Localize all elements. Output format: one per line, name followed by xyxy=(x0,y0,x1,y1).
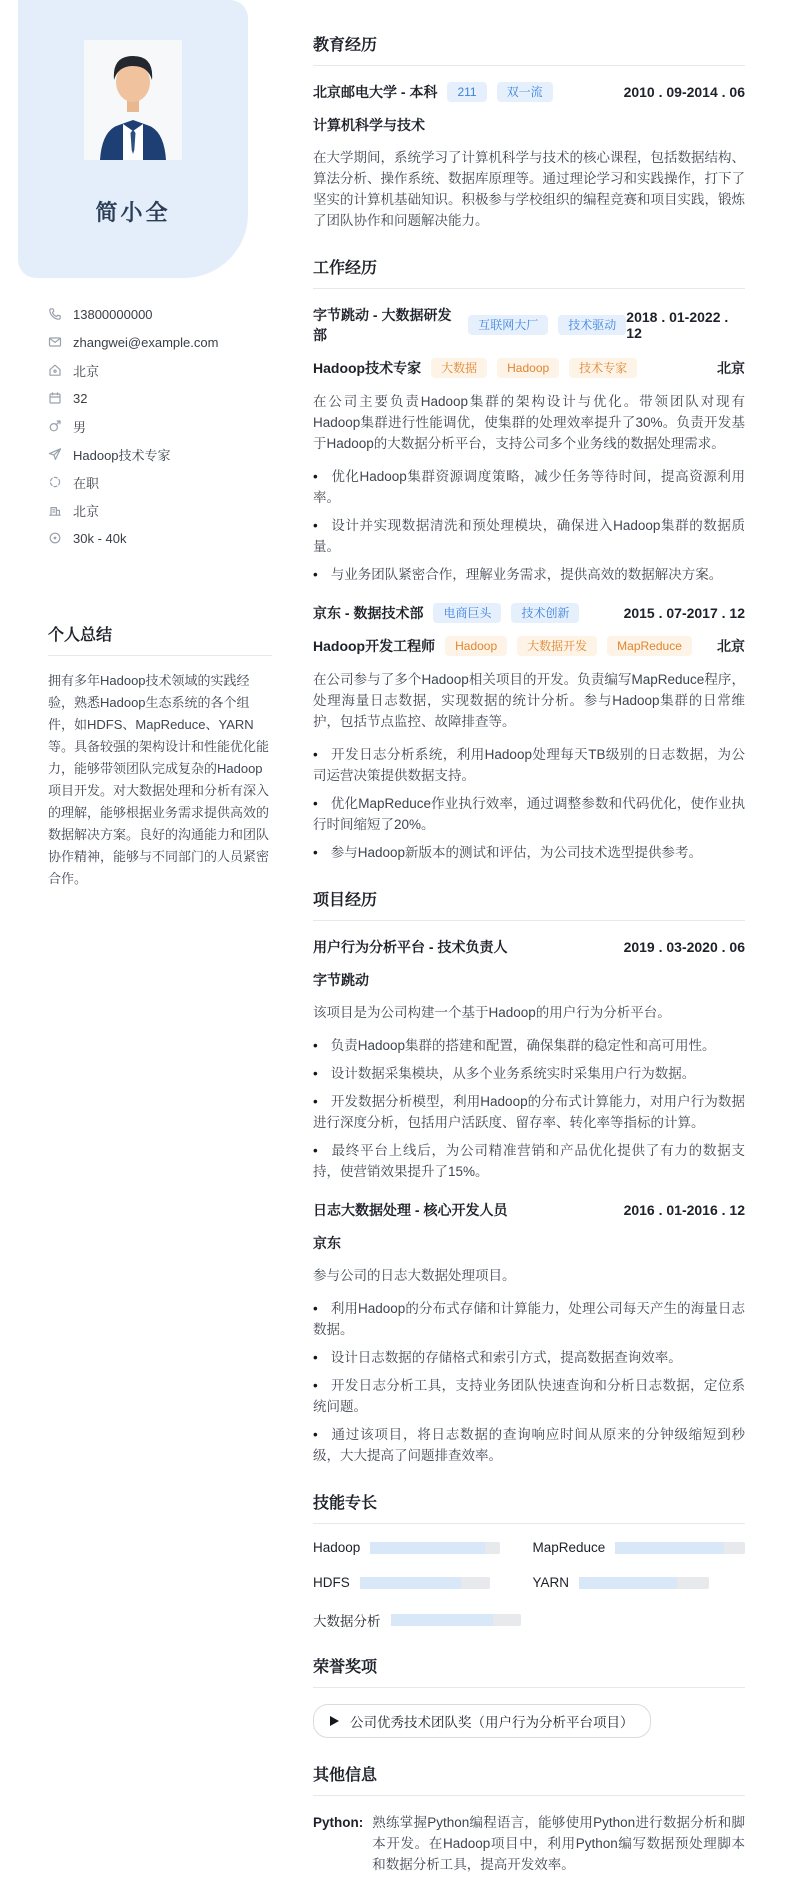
salary-icon xyxy=(48,531,62,545)
project-bullet: • 利用Hadoop的分布式存储和计算能力，处理公司每天产生的海量日志数据。 xyxy=(313,1298,745,1340)
skills-section xyxy=(313,1490,745,1630)
job-description: 在公司参与了多个Hadoop相关项目的开发。负责编写MapReduce程序，处理海量日志数据，实现数据的统计分析。参与Hadoop集群的日常维护，包括节点监控、故障排查等。 xyxy=(313,672,745,729)
job-title: Hadoop开发工程师 xyxy=(313,638,436,654)
city-icon xyxy=(48,503,62,517)
education-date: 2010 . 09-2014 . 06 xyxy=(623,84,745,100)
project-bullet-list xyxy=(313,1035,745,1182)
skill-bar-fill xyxy=(391,1614,494,1626)
job-company: 字节跳动 - 大数据研发部 xyxy=(313,307,452,343)
company-badge: 电商巨头 xyxy=(433,603,501,623)
job-title: Hadoop技术专家 xyxy=(313,360,422,376)
contact-item-status xyxy=(48,468,278,496)
summary-title: 个人总结 xyxy=(48,622,272,656)
contact-value-phone: 13800000000 xyxy=(73,306,153,322)
project-title-row xyxy=(313,1200,745,1220)
contact-value-location: 北京 xyxy=(73,363,100,379)
job-date: 2018 . 01-2022 . 12 xyxy=(626,309,729,341)
projects-heading: 项目经历 xyxy=(313,887,745,921)
job-skill-badge: 大数据 xyxy=(431,358,487,378)
skill-bar-fill xyxy=(360,1577,461,1589)
contact-value-gender: 男 xyxy=(73,419,87,435)
job-entry xyxy=(313,603,745,863)
education-header-row xyxy=(313,82,745,102)
project-date: 2019 . 03-2020 . 06 xyxy=(623,939,745,955)
honors-section xyxy=(313,1654,745,1738)
job-skill-badge: 大数据开发 xyxy=(517,636,597,656)
job-bullet: • 参与Hadoop新版本的测试和评估，为公司技术选型提供参考。 xyxy=(313,842,745,863)
school-name: 北京邮电大学 - 本科 xyxy=(313,84,438,100)
skill-bar-fill xyxy=(615,1542,724,1554)
contact-item-salary xyxy=(48,524,278,552)
status-icon xyxy=(48,475,62,489)
contact-value-salary: 30k - 40k xyxy=(73,530,127,546)
job-company: 京东 - 数据技术部 xyxy=(313,605,424,621)
intention-icon xyxy=(48,447,62,461)
skill-item xyxy=(313,1540,521,1555)
skill-bar xyxy=(391,1614,521,1626)
project-bullet: • 开发日志分析工具，支持业务团队快速查询和分析日志数据，定位系统问题。 xyxy=(313,1375,745,1417)
project-bullet: • 最终平台上线后，为公司精准营销和产品优化提供了有力的数据支持，使营销效果提升了15%。 xyxy=(313,1140,745,1182)
contact-list xyxy=(48,300,278,552)
project-title-row xyxy=(313,937,745,957)
summary-section xyxy=(48,622,272,890)
skill-item xyxy=(313,1610,521,1630)
company-badge: 互联网大厂 xyxy=(468,315,548,335)
skill-label: HDFS xyxy=(313,1575,350,1590)
honor-text: 公司优秀技术团队奖（用户行为分析平台项目） xyxy=(350,1715,634,1730)
other-text: 熟练掌握Python编程语言，能够使用Python进行数据分析和脚本开发。在Hadoop项目中，利用Python编写数据预处理脚本和数据分析工具，提高开发效率。 xyxy=(372,1815,745,1872)
candidate-name: 简小全 xyxy=(95,200,171,225)
job-company-row xyxy=(313,305,745,345)
job-bullet: • 优化MapReduce作业执行效率，通过调整参数和代码优化，使作业执行时间缩短了20%。 xyxy=(313,793,745,835)
honor-item[interactable] xyxy=(313,1704,651,1738)
project-date: 2016 . 01-2016 . 12 xyxy=(623,1202,745,1218)
job-bullet: • 与业务团队紧密合作，理解业务需求，提供高效的数据解决方案。 xyxy=(313,564,745,585)
job-bullet: • 优化Hadoop集群资源调度策略，减少任务等待时间，提高资源利用率。 xyxy=(313,466,745,508)
work-section xyxy=(313,255,745,863)
contact-item-email xyxy=(48,328,278,356)
summary-text: 拥有多年Hadoop技术领域的实践经验，熟悉Hadoop生态系统的各个组件，如HDFS、MapReduce、YARN等。具备较强的架构设计和性能优化能力，能够带领团队完成复杂的Hadoop项目开发。对大数据处理和分析有深入的理解，能够根据业务需求提供高效的数据解决方案。良好的沟通能力和团队协作精神，能够与不同部门的人员紧密合作。 xyxy=(48,673,270,886)
skill-label: 大数据分析 xyxy=(313,1614,381,1629)
project-description: 该项目是为公司构建一个基于Hadoop的用户行为分析平台。 xyxy=(313,1005,671,1020)
project-bullet: • 设计日志数据的存储格式和索引方式，提高数据查询效率。 xyxy=(313,1347,745,1368)
profile-card xyxy=(18,0,248,278)
other-section xyxy=(313,1762,745,1875)
other-label: Python: xyxy=(313,1815,364,1830)
job-skill-badge: Hadoop xyxy=(445,636,507,656)
job-title-row xyxy=(313,358,745,378)
avatar-illustration xyxy=(84,40,182,160)
job-skill-badge: MapReduce xyxy=(607,636,692,656)
other-heading: 其他信息 xyxy=(313,1762,745,1796)
education-section xyxy=(313,32,745,231)
job-location: 北京 xyxy=(717,638,745,654)
job-bullet-list xyxy=(313,744,745,863)
skill-label: Hadoop xyxy=(313,1540,361,1555)
age-icon xyxy=(48,391,62,405)
contact-item-city xyxy=(48,496,278,524)
play-triangle-icon xyxy=(330,1716,339,1726)
education-heading: 教育经历 xyxy=(313,32,745,66)
project-bullet-list xyxy=(313,1298,745,1466)
job-bullet: • 设计并实现数据清洗和预处理模块，确保进入Hadoop集群的数据质量。 xyxy=(313,515,745,557)
job-location: 北京 xyxy=(717,360,745,376)
job-title-row xyxy=(313,636,745,656)
skill-item xyxy=(533,1575,746,1590)
main-content xyxy=(313,32,745,1899)
contact-item-age xyxy=(48,384,278,412)
education-badge: 双一流 xyxy=(497,82,553,102)
other-info-row xyxy=(313,1812,745,1875)
project-description: 参与公司的日志大数据处理项目。 xyxy=(313,1268,516,1283)
company-badge: 技术创新 xyxy=(511,603,579,623)
job-skill-badge: Hadoop xyxy=(497,358,559,378)
home-icon xyxy=(48,363,62,377)
contact-value-intention: Hadoop技术专家 xyxy=(73,447,171,463)
project-entry xyxy=(313,1200,745,1466)
project-title: 日志大数据处理 - 核心开发人员 xyxy=(313,1202,508,1218)
skill-item xyxy=(313,1575,521,1590)
profile-photo xyxy=(84,40,182,160)
projects-section xyxy=(313,887,745,1466)
skill-bar-fill xyxy=(370,1542,484,1554)
contact-item-intention xyxy=(48,440,278,468)
job-entry xyxy=(313,305,745,585)
skill-bar xyxy=(615,1542,745,1554)
skills-heading: 技能专长 xyxy=(313,1490,745,1524)
contact-item-phone xyxy=(48,300,278,328)
contact-value-city: 北京 xyxy=(73,503,100,519)
project-bullet: • 设计数据采集模块，从多个业务系统实时采集用户行为数据。 xyxy=(313,1063,745,1084)
contact-item-location xyxy=(48,356,278,384)
skill-bar-fill xyxy=(579,1577,677,1589)
skill-bar xyxy=(360,1577,490,1589)
contact-item-gender xyxy=(48,412,278,440)
job-skill-badge: 技术专家 xyxy=(569,358,637,378)
skill-label: YARN xyxy=(532,1575,570,1590)
project-title: 用户行为分析平台 - 技术负责人 xyxy=(313,939,508,955)
project-company: 京东 xyxy=(313,1235,341,1251)
job-date: 2015 . 07-2017 . 12 xyxy=(623,605,745,621)
gender-icon xyxy=(48,419,62,433)
mail-icon xyxy=(48,335,62,349)
job-company-row xyxy=(313,603,745,623)
project-bullet: • 开发数据分析模型，利用Hadoop的分布式计算能力，对用户行为数据进行深度分析，包括用户活跃度、留存率、转化率等指标的计算。 xyxy=(313,1091,745,1133)
project-company: 字节跳动 xyxy=(313,972,369,988)
project-bullet: • 通过该项目，将日志数据的查询响应时间从原来的分钟级缩短到秒级，大大提高了问题排查效率。 xyxy=(313,1424,745,1466)
honors-heading: 荣誉奖项 xyxy=(313,1654,745,1688)
job-description: 在公司主要负责Hadoop集群的架构设计与优化。带领团队对现有Hadoop集群进行性能调优，使集群的处理效率提升了30%。负责开发基于Hadoop的大数据分析平台，支持公司多个业务线的数据处理需求。 xyxy=(313,394,745,451)
education-major: 计算机科学与技术 xyxy=(313,117,425,133)
phone-icon xyxy=(48,307,62,321)
contact-value-status: 在职 xyxy=(73,475,100,491)
skill-label: MapReduce xyxy=(532,1540,606,1555)
project-entry xyxy=(313,937,745,1182)
skill-bar xyxy=(579,1577,709,1589)
contact-value-email: zhangwei@example.com xyxy=(73,334,219,350)
contact-value-age: 32 xyxy=(73,390,88,406)
project-bullet: • 负责Hadoop集群的搭建和配置，确保集群的稳定性和高可用性。 xyxy=(313,1035,745,1056)
job-bullet: • 开发日志分析系统，利用Hadoop处理每天TB级别的日志数据，为公司运营决策提供数据支持。 xyxy=(313,744,745,786)
education-badge: 211 xyxy=(447,82,486,102)
education-description: 在大学期间，系统学习了计算机科学与技术的核心课程，包括数据结构、算法分析、操作系统、数据库原理等。通过理论学习和实践操作，打下了坚实的计算机基础知识。积极参与学校组织的编程竞赛和项目实践，锻炼了团队协作和问题解决能力。 xyxy=(313,150,745,228)
skill-grid xyxy=(313,1540,745,1630)
skill-item xyxy=(533,1540,746,1555)
work-heading: 工作经历 xyxy=(313,255,745,289)
skill-bar xyxy=(370,1542,500,1554)
job-bullet-list xyxy=(313,466,745,585)
company-badge: 技术驱动 xyxy=(558,315,626,335)
